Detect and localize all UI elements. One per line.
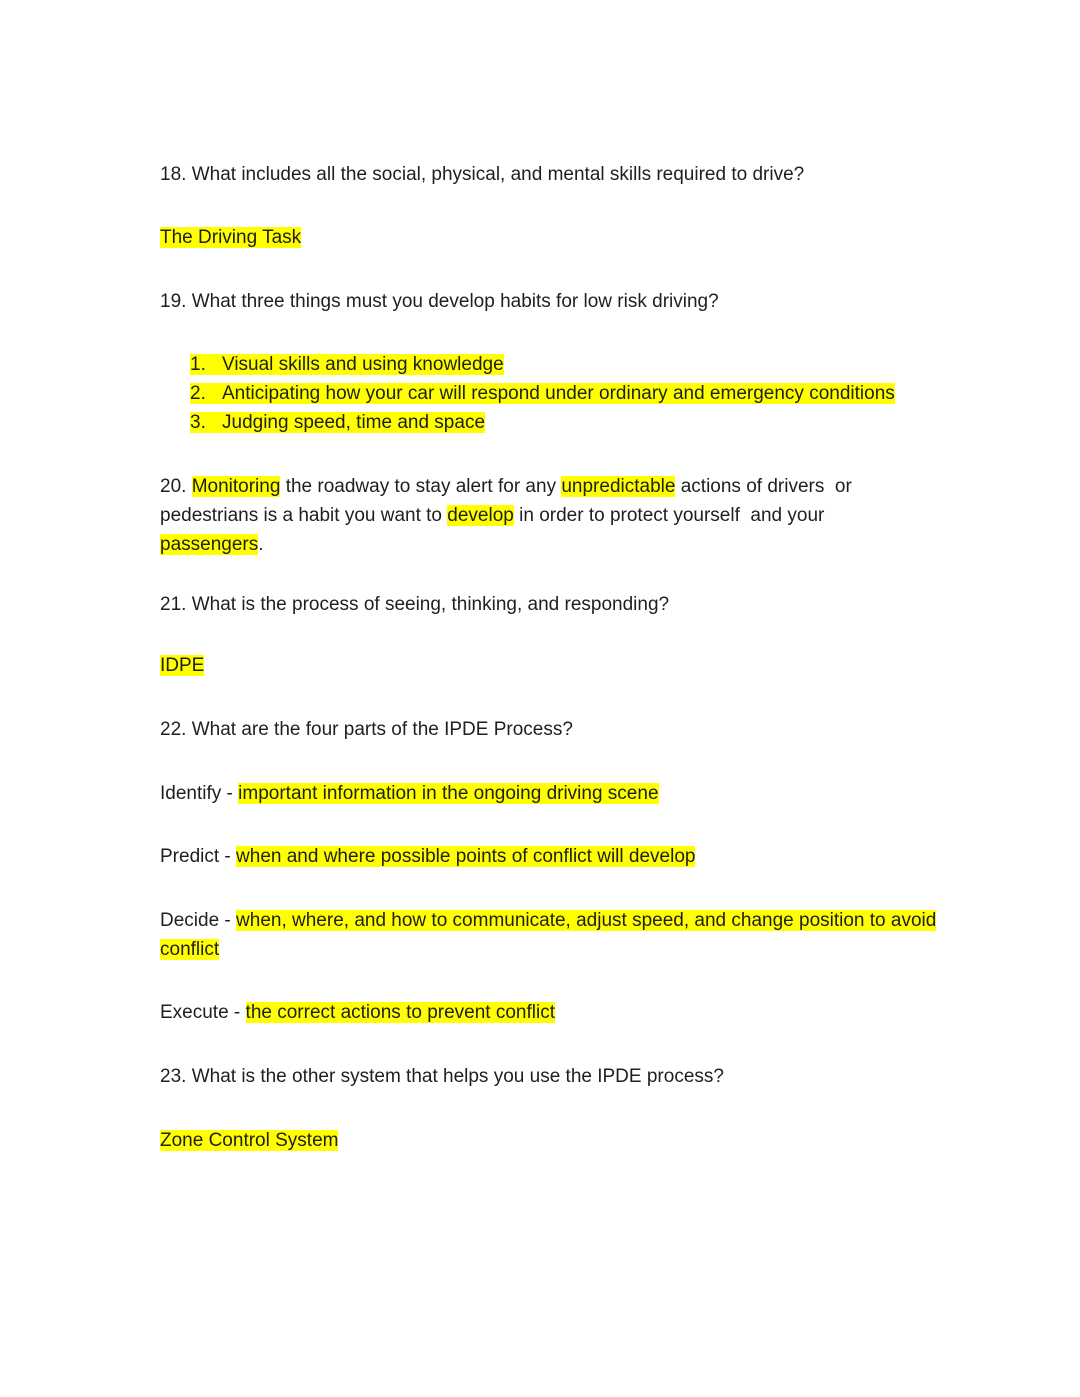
answer-23 bbox=[160, 1126, 338, 1155]
ipde-predict: Predict - when and where possible points of conflict will develop bbox=[160, 846, 696, 867]
answer-23-text: Zone Control System bbox=[160, 1130, 339, 1151]
list-item: 1. Visual skills and using knowledge bbox=[190, 354, 504, 375]
answer-21 bbox=[160, 651, 204, 680]
question-18: 18. What includes all the social, physical, and mental skills required to drive? bbox=[160, 164, 805, 185]
question-21: 21. What is the process of seeing, thinking, and responding? bbox=[160, 594, 670, 615]
highlight-monitoring: Monitoring bbox=[191, 476, 281, 497]
statement-20: 20. Monitoring the roadway to stay alert for any unpredictable actions of drivers or pedestrians is a habit you want to develop in order to protect yourself and your passengers. bbox=[160, 476, 852, 555]
highlight-passengers: passengers bbox=[160, 534, 259, 555]
highlight-unpredictable: unpredictable bbox=[561, 476, 676, 497]
highlight-develop: develop bbox=[447, 505, 514, 526]
answer-18 bbox=[160, 223, 301, 252]
answer-18-text: The Driving Task bbox=[160, 227, 302, 248]
list-item: 3. Judging speed, time and space bbox=[190, 412, 486, 433]
question-19: 19. What three things must you develop habits for low risk driving? bbox=[160, 291, 719, 312]
list-item: 2. Anticipating how your car will respond under ordinary and emergency conditions bbox=[190, 383, 895, 404]
question-22: 22. What are the four parts of the IPDE Process? bbox=[160, 719, 573, 740]
ipde-execute: Execute - the correct actions to prevent conflict bbox=[160, 1002, 555, 1023]
answer-19-list bbox=[190, 350, 895, 437]
question-23: 23. What is the other system that helps you use the IPDE process? bbox=[160, 1066, 724, 1087]
answer-21-text: IDPE bbox=[160, 655, 205, 676]
ipde-decide: Decide - when, where, and how to communicate, adjust speed, and change position to avoid conflict bbox=[160, 910, 937, 960]
ipde-identify: Identify - important information in the ongoing driving scene bbox=[160, 783, 659, 804]
